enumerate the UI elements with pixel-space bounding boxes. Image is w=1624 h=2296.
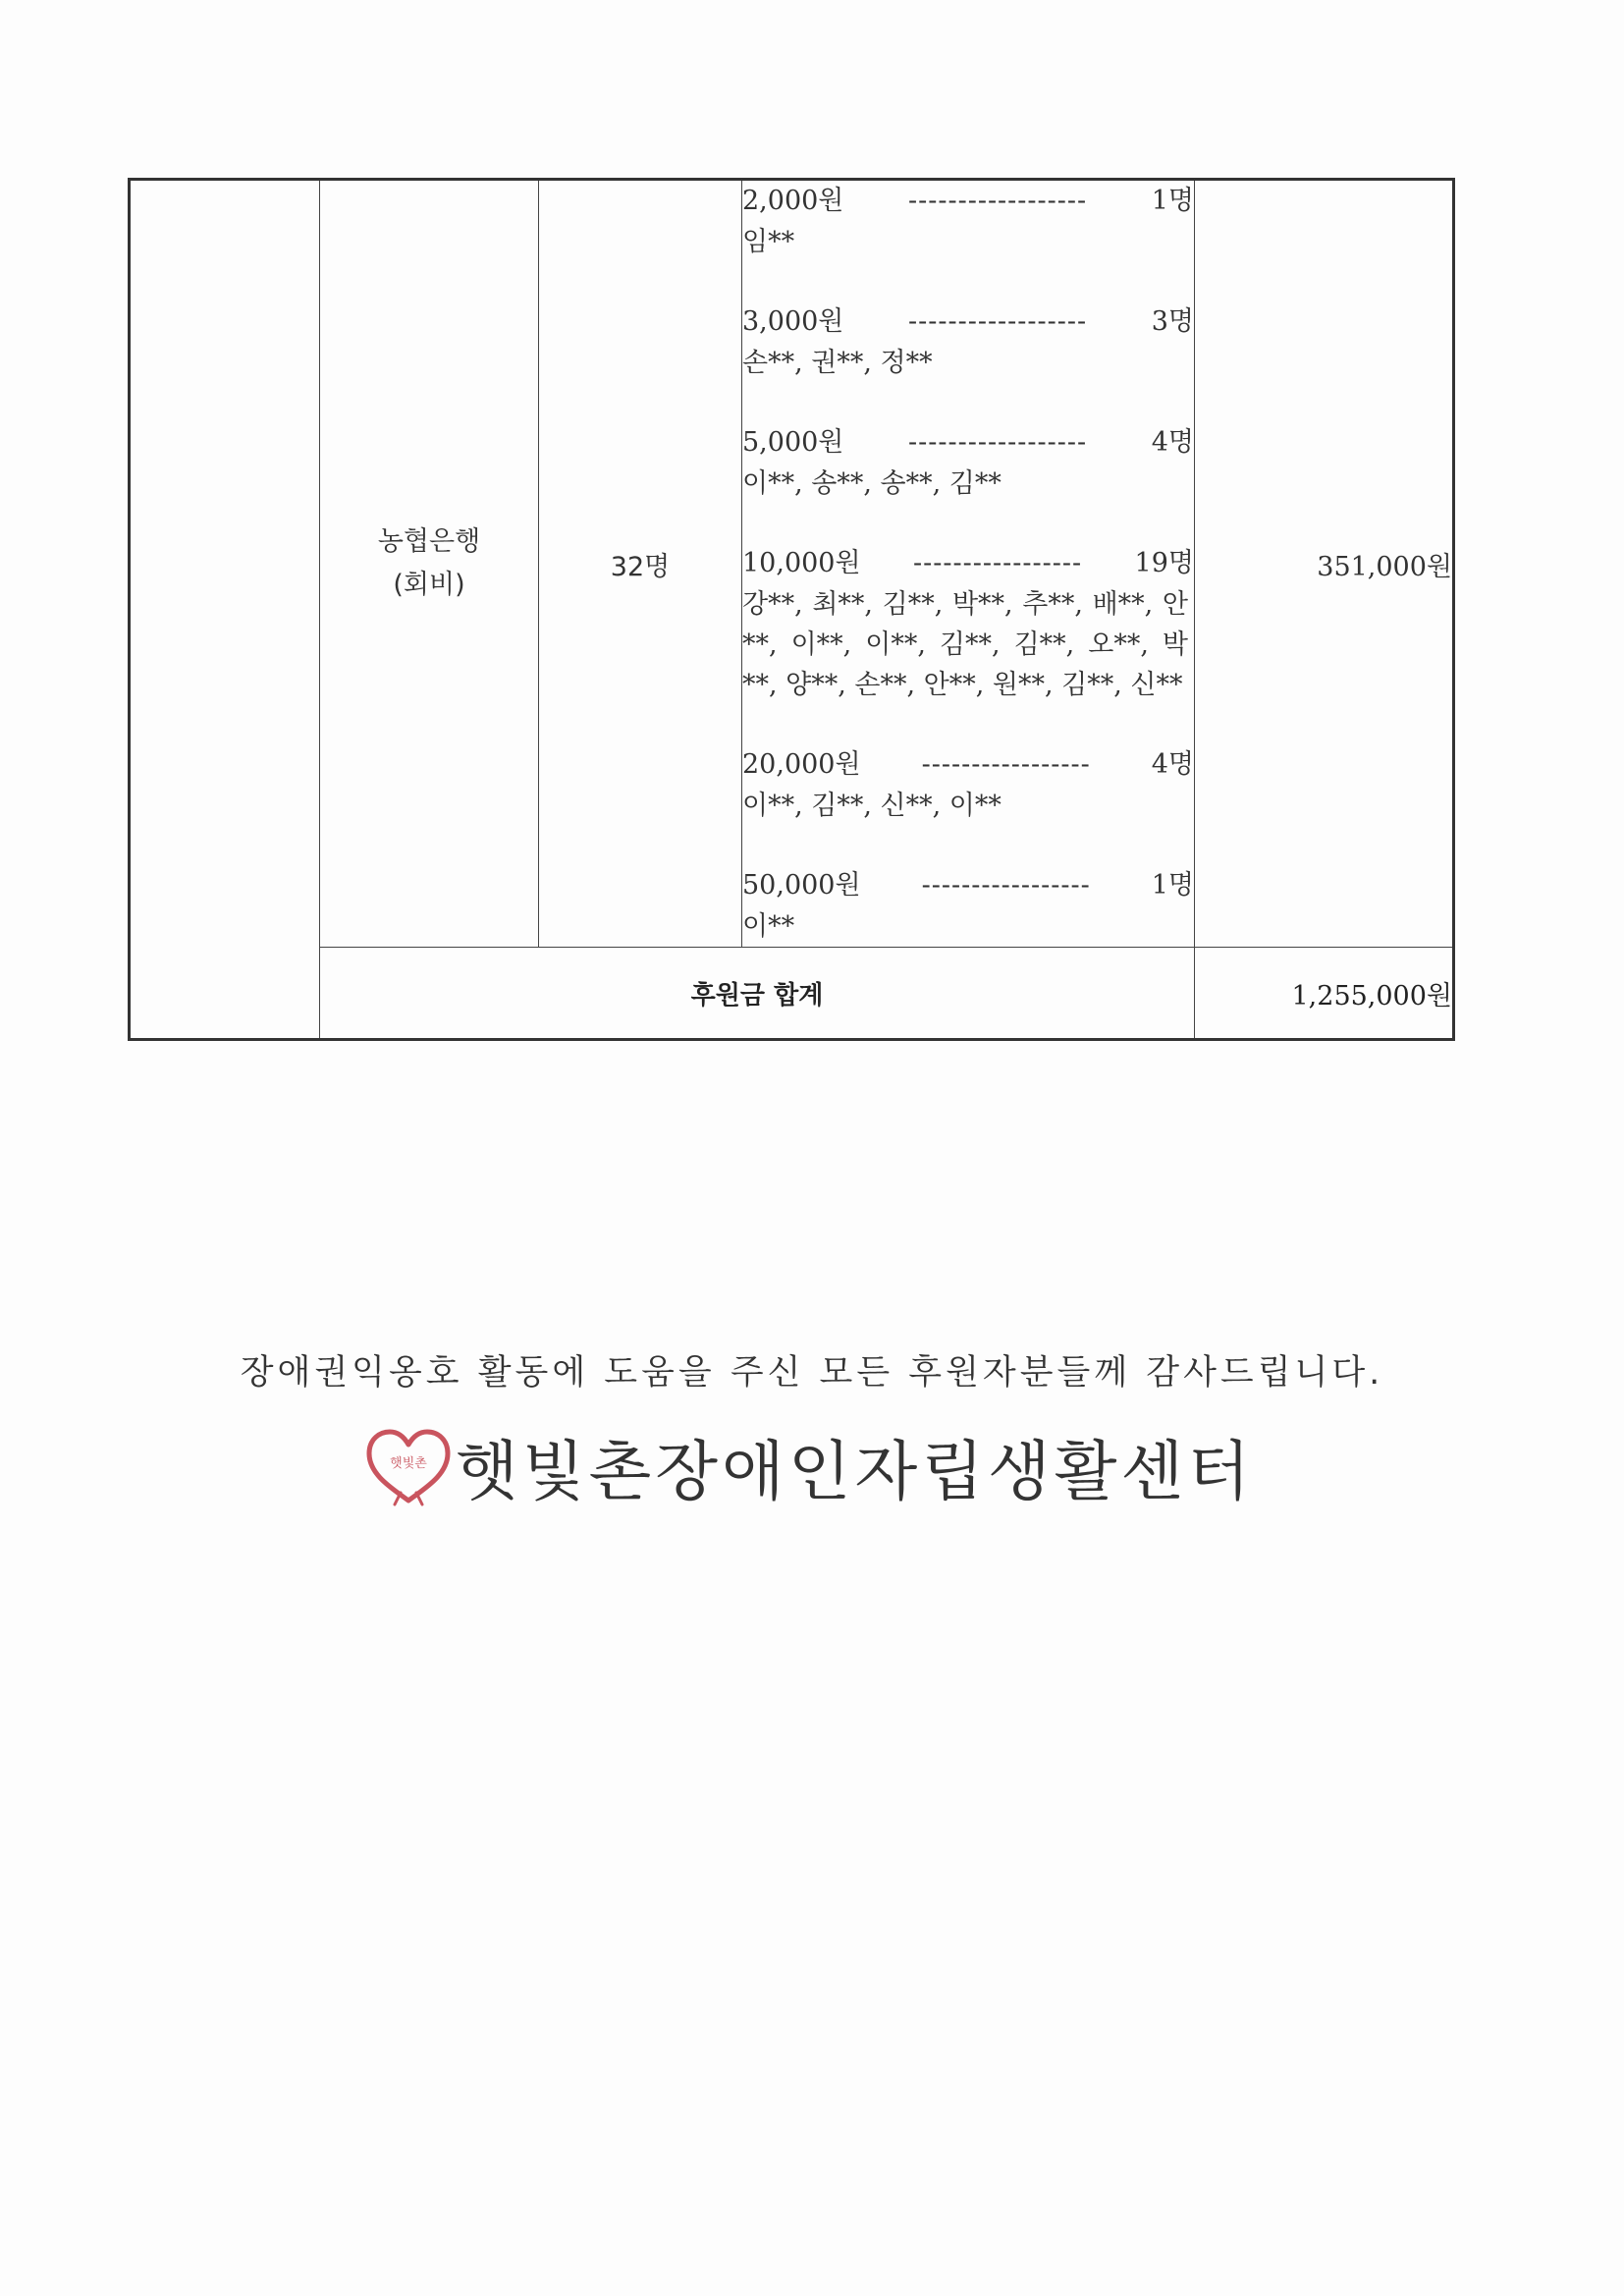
subtotal-cell: 351,000원 (1195, 180, 1454, 948)
category-cell (130, 180, 320, 1040)
tier-names: 강**, 최**, 김**, 박**, 추**, 배**, 안**, 이**, 이**, 김**, 김**, 오**, 박**, 양**, 손**, 안**, 원**, 김**, 신** (742, 589, 1188, 700)
tier-names: 이** (742, 911, 795, 942)
tier-heading (742, 301, 1194, 343)
tier-amount: 5,000원 (742, 427, 844, 458)
organization-name: 햇빛촌장애인자립생활센터 (456, 1434, 1255, 1509)
heart-logo-icon (363, 1426, 454, 1506)
tier-names: 이**, 송**, 송**, 김** (742, 468, 1001, 499)
tier-heading (742, 422, 1194, 464)
bank-name: 농협은행 (377, 526, 481, 557)
tier-item (742, 744, 1194, 826)
tier-leader: ----------------- (913, 548, 1083, 578)
logo-text: 햇빛촌 (390, 1455, 427, 1471)
tier-names: 손**, 권**, 정** (742, 348, 933, 378)
tier-count: 1명 (1151, 186, 1194, 216)
tier-leader: ------------------ (907, 186, 1088, 216)
detail-cell (742, 180, 1195, 948)
tier-names: 이**, 김**, 신**, 이** (742, 791, 1001, 821)
tier-count: 4명 (1151, 427, 1194, 458)
tier-amount: 50,000원 (742, 870, 861, 901)
donation-table (128, 178, 1455, 1041)
tier-heading (742, 543, 1194, 584)
total-row (130, 948, 1454, 1040)
tier-heading (742, 865, 1194, 906)
tier-leader: ----------------- (921, 870, 1091, 901)
tier-leader: ------------------ (907, 427, 1088, 458)
tier-amount: 2,000원 (742, 186, 844, 216)
tier-item (742, 865, 1194, 947)
bank-cell (320, 180, 539, 948)
tier-heading (742, 181, 1194, 222)
thanks-message: 장애권익옹호 활동에 도움을 주신 모든 후원자분들께 감사드립니다. (240, 1353, 1384, 1393)
tier-names: 임** (742, 227, 795, 257)
bank-note: (회비) (393, 570, 465, 600)
tier-amount: 10,000원 (742, 548, 861, 578)
tier-count: 19명 (1134, 548, 1194, 578)
tier-item (742, 181, 1194, 262)
tier-item (742, 543, 1194, 705)
organization-signature (363, 1419, 1254, 1512)
tier-count: 1명 (1151, 870, 1194, 901)
tier-amount: 20,000원 (742, 749, 861, 780)
bank-row (130, 180, 1454, 948)
total-amount: 1,255,000원 (1195, 948, 1454, 1040)
tier-count: 4명 (1151, 749, 1194, 780)
tier-leader: ------------------ (907, 306, 1088, 337)
tier-item (742, 422, 1194, 504)
tier-heading (742, 744, 1194, 786)
tier-item (742, 301, 1194, 383)
tier-count: 3명 (1151, 306, 1194, 337)
total-label: 후원금 합계 (320, 948, 1195, 1040)
tier-leader: ----------------- (921, 749, 1091, 780)
tier-amount: 3,000원 (742, 306, 844, 337)
member-count-cell: 32명 (539, 180, 742, 948)
